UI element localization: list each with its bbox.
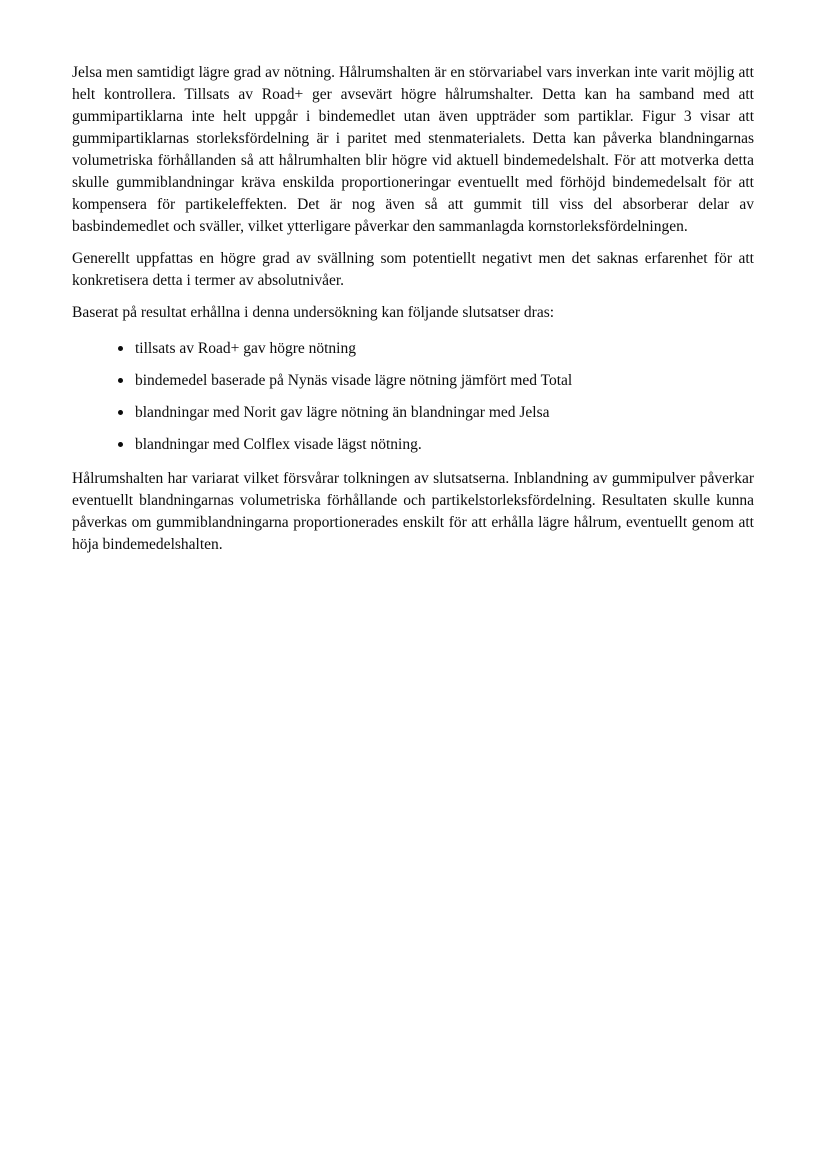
bullet-icon — [118, 346, 123, 351]
paragraph-introduction: Jelsa men samtidigt lägre grad av nötning. Hålrumshalten är en störvariabel vars inverkan inte varit möjlig att helt kontrollera. Tillsats av Road+ ger avsevärt högre hålrumshalter. Detta kan ha samband med att gummipartiklarna inte helt uppgår i bindemedlet utan även uppträder som partiklar. Figur 3 visar att gummipartiklarnas storleksfördelning är i paritet med stenmaterialets. Detta kan påverka blandningarnas volumetriska förhållanden så att hålrumhalten blir högre vid aktuell bindemedelshalt. För att motverka detta skulle gummiblandningar kräva enskilda proportioneringar eventuellt med förhöjd bindemedelsalt för att kompensera för partikeleffekten. Det är nog även så att gummit till viss del absorberar delar av basbindemedlet och sväller, vilket ytterligare påverkar den sammanlagda kornstorleksfördelningen. — [72, 64, 754, 235]
conclusion-item — [118, 370, 754, 392]
conclusion-text: blandningar med Norit gav lägre nötning än blandningar med Jelsa — [135, 404, 550, 421]
bullet-icon — [118, 442, 123, 447]
paragraph-halrumshalten: Hålrumshalten har variarat vilket försvårar tolkningen av slutsatserna. Inblandning av gummipulver påverkar eventuellt blandningarnas volumetriska förhållande och partikelstorleksfördelning. Resultaten skulle kunna påverkas om gummiblandningarna proportionerades enskilt för att erhålla lägre hålrum, eventuellt genom att höja bindemedelshalten. — [72, 470, 754, 553]
conclusions-list — [72, 338, 754, 456]
conclusion-text: blandningar med Colflex visade lägst nötning. — [135, 436, 422, 453]
document-body — [72, 62, 754, 556]
bullet-icon — [118, 410, 123, 415]
bullet-icon — [118, 378, 123, 383]
paragraph-slutsatser-intro: Baserat på resultat erhållna i denna undersökning kan följande slutsatser dras: — [72, 304, 555, 321]
conclusion-text: bindemedel baserade på Nynäs visade lägre nötning jämfört med Total — [135, 372, 573, 389]
paragraph-svallning: Generellt uppfattas en högre grad av svällning som potentiellt negativt men det saknas erfarenhet för att konkretisera detta i termer av absolutnivåer. — [72, 250, 754, 289]
conclusion-item — [118, 402, 754, 424]
conclusion-item — [118, 338, 754, 360]
conclusion-text: tillsats av Road+ gav högre nötning — [135, 340, 356, 357]
conclusion-item — [118, 434, 754, 456]
